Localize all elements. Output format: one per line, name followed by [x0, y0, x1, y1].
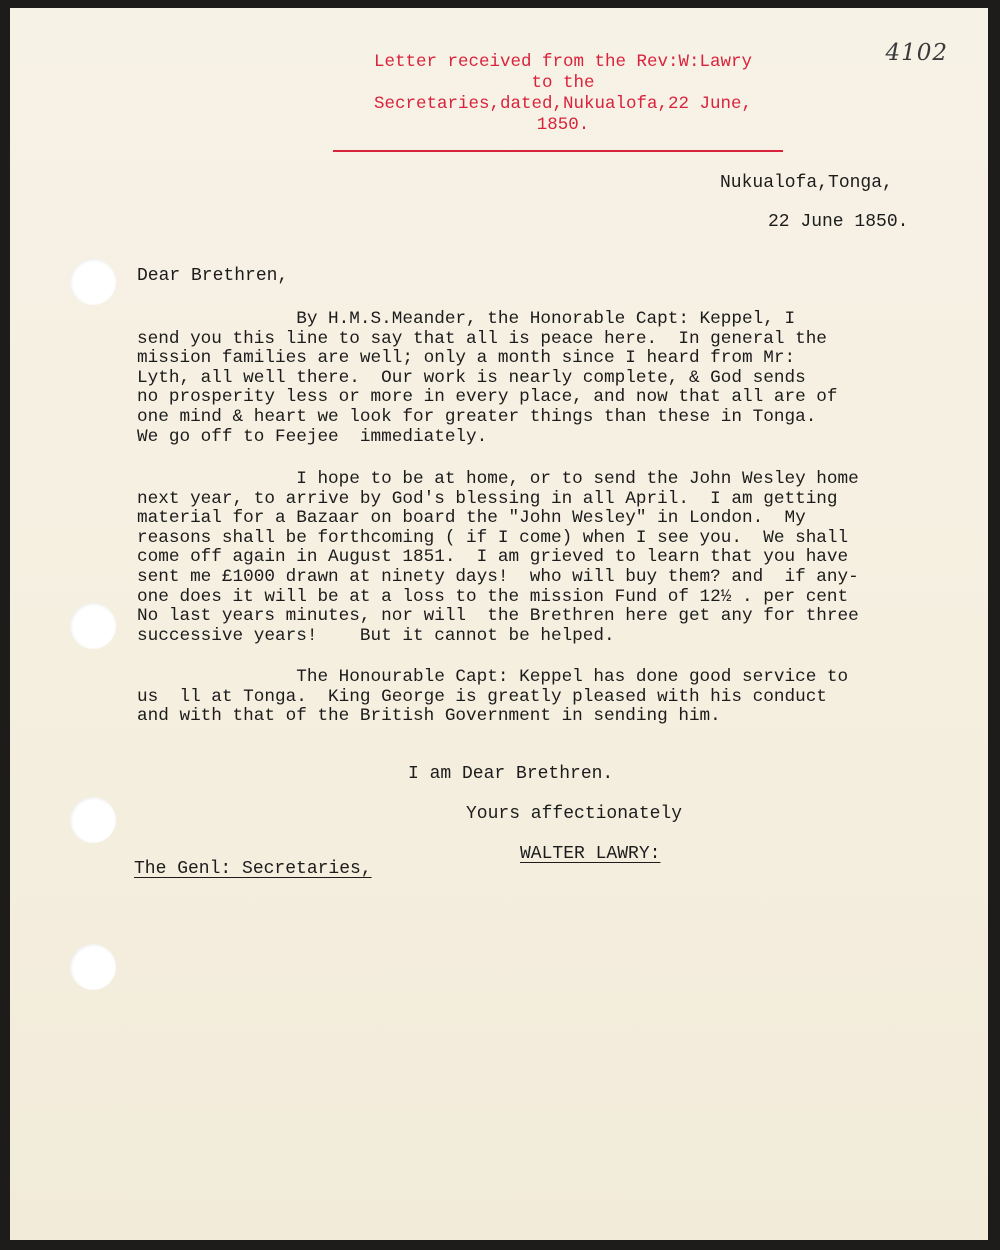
heading-line: Letter received from the Rev:W:Lawry: [373, 52, 753, 72]
archive-number: 4102: [885, 40, 948, 66]
addressee: The Genl: Secretaries,: [134, 859, 372, 879]
paragraph-line: I hope to be at home, or to send the John Wesley home: [137, 469, 859, 489]
paragraph-line: By H.M.S.Meander, the Honorable Capt: Keppel, I: [137, 309, 796, 329]
salutation: Dear Brethren,: [137, 266, 289, 286]
closing-line: I am Dear Brethren.: [408, 764, 614, 784]
paragraph-3: [137, 668, 967, 727]
punch-hole: [70, 797, 116, 843]
valediction: Yours affectionately: [466, 804, 683, 824]
punch-hole: [70, 603, 116, 649]
paragraph-line: one mind & heart we look for greater things than these in Tonga.: [137, 406, 817, 427]
heading-line: to the: [531, 73, 595, 93]
letter-place: Nukualofa,Tonga,: [720, 173, 893, 193]
paragraph-line: us ll at Tonga. King George is greatly pleased with his conduct: [137, 686, 827, 707]
paragraph-line: Lyth, all well there. Our work is nearly complete, & God sends: [137, 367, 806, 388]
letter-date: 22 June 1850.: [768, 212, 909, 232]
paragraph-1: [137, 310, 967, 447]
paragraph-line: material for a Bazaar on board the "John Wesley" in London. My: [137, 508, 806, 529]
heading-line: Secretaries,dated,Nukualofa,22 June,: [373, 94, 753, 114]
paragraph-line: The Honourable Capt: Keppel has done good service to: [137, 667, 849, 687]
paragraph-line: come off again in August 1851. I am grieved to learn that you have: [137, 547, 849, 568]
paragraph-line: mission families are well; only a month since I heard from Mr:: [137, 348, 796, 369]
paragraph-line: next year, to arrive by God's blessing in all April. I am getting: [137, 488, 838, 509]
letter-heading: [338, 52, 788, 136]
paragraph-line: reasons shall be forthcoming ( if I come) when I see you. We shall: [137, 527, 849, 548]
heading-line: 1850.: [536, 115, 590, 135]
letter-page: [10, 8, 988, 1240]
paragraph-line: send you this line to say that all is peace here. In general the: [137, 328, 827, 349]
paragraph-line: and with that of the British Government in sending him.: [137, 706, 721, 727]
punch-hole: [70, 259, 116, 305]
paragraph-line: successive years! But it cannot be helped.: [137, 625, 615, 646]
paragraph-line: sent me £1000 drawn at ninety days! who will buy them? and if any-: [137, 566, 859, 587]
paragraph-line: one does it will be at a loss to the mission Fund of 12½ . per cent: [137, 586, 849, 607]
paragraph-2: [137, 470, 967, 646]
paragraph-line: We go off to Feejee immediately.: [137, 426, 488, 447]
punch-hole: [70, 944, 116, 990]
paragraph-line: no prosperity less or more in every place, and now that all are of: [137, 387, 838, 408]
paragraph-line: No last years minutes, nor will the Brethren here get any for three: [137, 606, 859, 627]
heading-rule: [333, 150, 783, 152]
signature: WALTER LAWRY:: [520, 844, 661, 864]
